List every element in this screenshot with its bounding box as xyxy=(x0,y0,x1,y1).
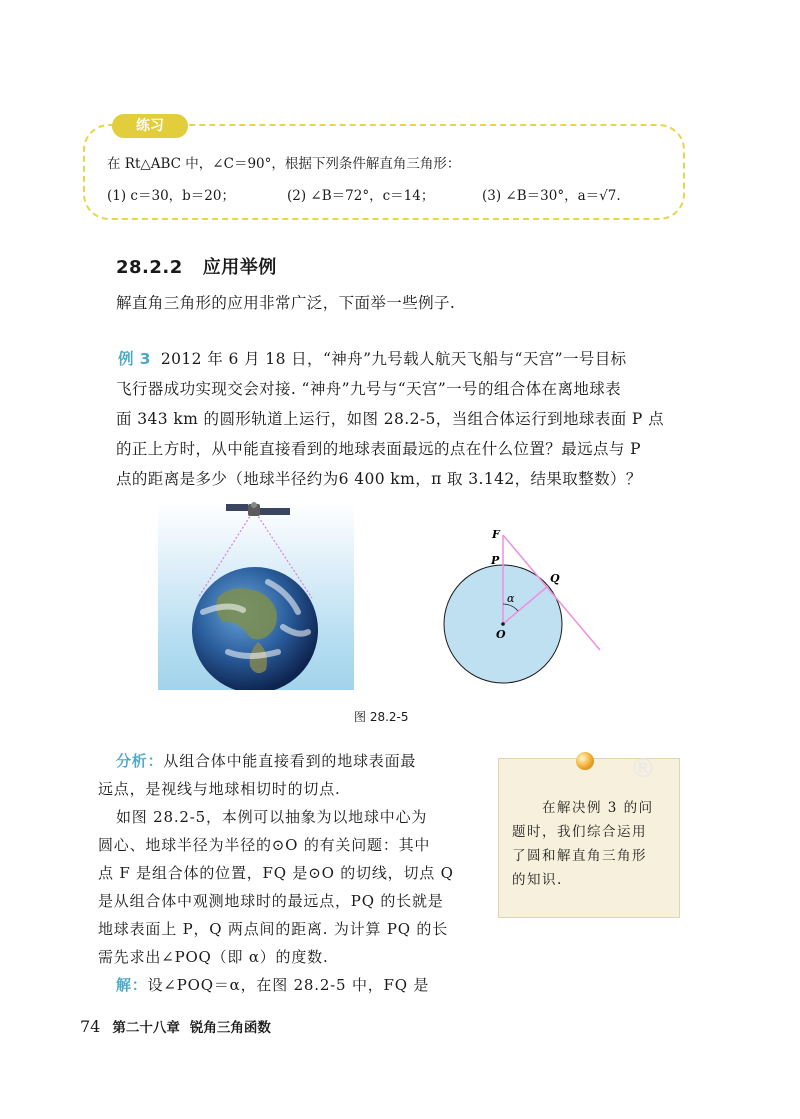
geometry-diagram xyxy=(430,520,610,700)
example3-line-4: 的正上方时，从中能直接看到的地球表面最远的点在什么位置？最远点与 P xyxy=(116,440,641,458)
chapter-label: 第二十八章 xyxy=(112,1020,180,1036)
analysis-line-4: 圆心、地球半径为半径的⊙O 的有关问题：其中 xyxy=(98,836,431,854)
analysis-line-8: 需先求出∠POQ（即 α）的度数. xyxy=(98,948,329,966)
example3-line-1-text: 2012 年 6 月 18 日，“神舟”九号载人航天飞船与“天宫”一号目标 xyxy=(160,350,627,368)
note-line-4: 的知识. xyxy=(512,872,563,888)
analysis-line-7: 地球表面上 P，Q 两点间的距离. 为计算 PQ 的长 xyxy=(98,920,448,938)
section-title: 应用举例 xyxy=(202,257,277,278)
example3-line-1 xyxy=(118,347,627,369)
exercise-item-3: (3) ∠B＝30°，a＝√7. xyxy=(482,188,621,204)
analysis-label: 分析： xyxy=(116,752,164,770)
solution-line xyxy=(116,974,429,995)
example3-line-3: 面 343 km 的圆形轨道上运行，如图 28.2-5，当组合体运行到地球表面 P 点 xyxy=(116,410,664,428)
exercise-box xyxy=(83,124,685,220)
registered-watermark: ® xyxy=(630,754,656,784)
exercise-intro: 在 Rt△ABC 中，∠C＝90°，根据下列条件解直角三角形： xyxy=(107,156,461,172)
page-footer xyxy=(80,1016,271,1036)
section-heading xyxy=(116,253,277,279)
note-line-3: 了圆和解直角三角形 xyxy=(512,848,647,864)
note-line-2: 题时，我们综合运用 xyxy=(512,824,647,840)
label-alpha: α xyxy=(507,592,515,605)
example3-line-5: 点的距离是多少（地球半径约为6 400 km，π 取 3.142，结果取整数）？ xyxy=(116,470,642,488)
analysis-line-5: 点 F 是组合体的位置，FQ 是⊙O 的切线，切点 Q xyxy=(98,864,454,882)
page-number: 74 xyxy=(80,1017,101,1036)
exercise-item-2: (2) ∠B＝72°，c＝14； xyxy=(287,188,435,204)
label-F: F xyxy=(492,528,500,541)
analysis-line-1-text: 从组合体中能直接看到的地球表面最 xyxy=(163,752,417,770)
earth-satellite-photo xyxy=(158,502,354,690)
example3-line-2: 飞行器成功实现交会对接. “神舟”九号与“天宫”一号的组合体在离地球表 xyxy=(116,380,622,398)
analysis-line-6: 是从组合体中观测地球时的最远点，PQ 的长就是 xyxy=(98,892,444,910)
exercise-tag: 练习 xyxy=(112,114,188,138)
intro-paragraph: 解直角三角形的应用非常广泛，下面举一些例子. xyxy=(116,294,456,312)
label-O: O xyxy=(496,628,506,641)
label-Q: Q xyxy=(550,572,560,585)
analysis-line-3: 如图 28.2-5，本例可以抽象为以地球中心为 xyxy=(116,808,428,826)
analysis-line-1 xyxy=(116,750,416,771)
note-line-1: 在解决例 3 的问 xyxy=(542,800,654,816)
section-number: 28.2.2 xyxy=(116,257,183,278)
analysis-line-2: 远点，是视线与地球相切时的切点. xyxy=(98,780,341,798)
figure-caption: 图 28.2-5 xyxy=(354,710,409,724)
example3-label: 例 3 xyxy=(118,350,151,368)
solution-label: 解： xyxy=(116,976,148,994)
satellite-icon xyxy=(226,502,290,516)
exercise-item-1: (1) c＝30，b＝20； xyxy=(107,188,235,204)
label-P: P xyxy=(491,554,500,567)
chapter-name: 锐角三角函数 xyxy=(189,1020,271,1036)
earth-illustration xyxy=(158,502,354,690)
pin-icon xyxy=(576,752,594,770)
center-point xyxy=(501,622,505,626)
solution-text: 设∠POQ＝α，在图 28.2-5 中，FQ 是 xyxy=(147,976,430,994)
